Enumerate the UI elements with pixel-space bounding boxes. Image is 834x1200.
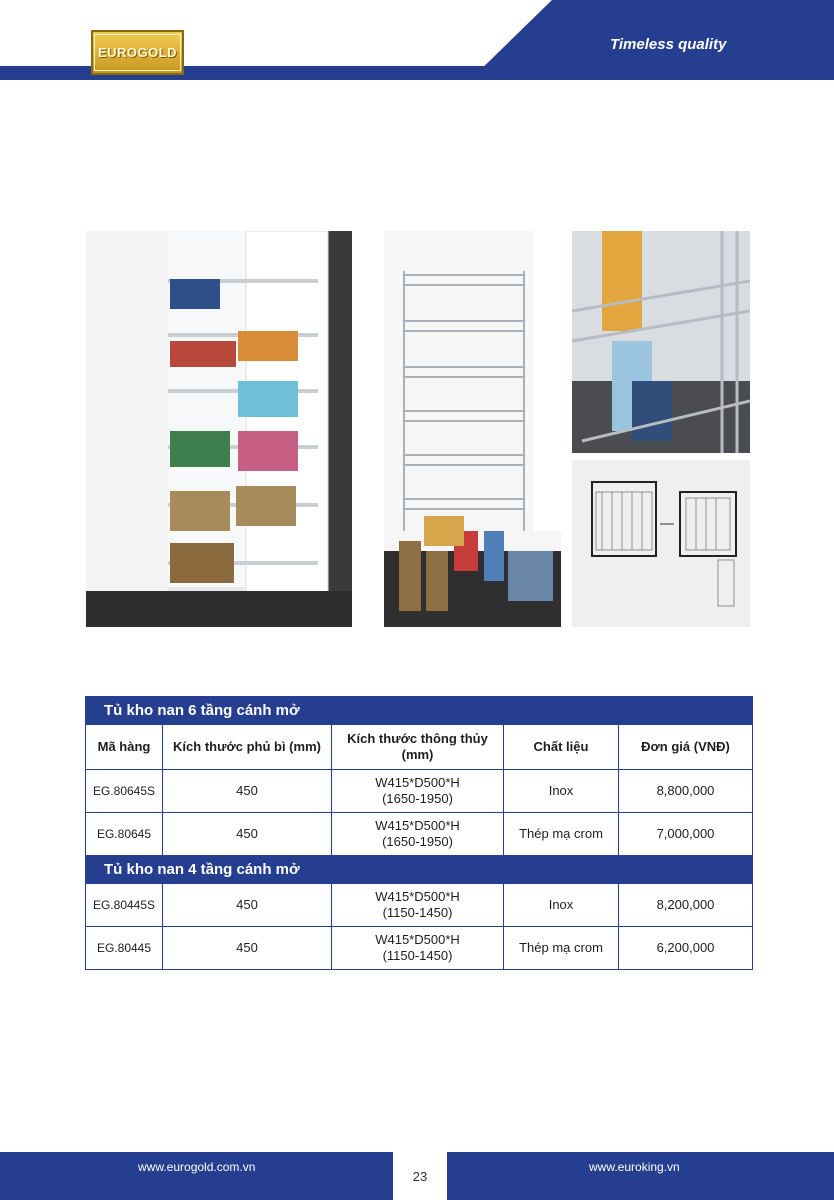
cell-outer-size: 450 — [163, 927, 332, 970]
price-table — [85, 696, 753, 970]
cell-inner-size — [332, 813, 504, 856]
section-title: Tủ kho nan 4 tầng cánh mở — [86, 856, 753, 884]
inner-size-range: (1150-1450) — [382, 905, 453, 920]
table-row — [86, 770, 753, 813]
cell-price: 7,000,000 — [619, 813, 753, 856]
cell-material: Inox — [504, 884, 619, 927]
inner-size-range: (1150-1450) — [382, 948, 453, 963]
cell-outer-size: 450 — [163, 884, 332, 927]
section-header — [86, 697, 753, 725]
cell-inner-size — [332, 770, 504, 813]
cell-code: EG.80645S — [86, 770, 163, 813]
eurogold-logo — [91, 30, 184, 75]
table-row — [86, 884, 753, 927]
cell-outer-size: 450 — [163, 813, 332, 856]
table-row — [86, 813, 753, 856]
pantry-cabinet-photo — [86, 231, 352, 627]
cell-outer-size: 450 — [163, 770, 332, 813]
col-header-outer-size: Kích thước phủ bì (mm) — [163, 725, 332, 770]
inner-size-range: (1650-1950) — [382, 834, 453, 849]
inner-size-dims: W415*D500*H — [375, 775, 460, 790]
footer-link-eurogold[interactable]: www.eurogold.com.vn — [138, 1160, 256, 1174]
cell-material: Inox — [504, 770, 619, 813]
cell-material: Thép mạ crom — [504, 927, 619, 970]
cell-price: 8,800,000 — [619, 770, 753, 813]
cell-material: Thép mạ crom — [504, 813, 619, 856]
pantry-frame-photo — [384, 231, 561, 627]
cell-inner-size — [332, 884, 504, 927]
basket-closeup-photo — [572, 231, 750, 453]
installation-diagram — [572, 460, 750, 627]
inner-size-dims: W415*D500*H — [375, 932, 460, 947]
inner-size-dims: W415*D500*H — [375, 889, 460, 904]
col-header-code: Mã hàng — [86, 725, 163, 770]
inner-size-range: (1650-1950) — [382, 791, 453, 806]
logo-text: EUROGOLD — [94, 34, 181, 71]
col-header-inner-size: Kích thước thông thủy (mm) — [332, 725, 504, 770]
table-header-row — [86, 725, 753, 770]
cell-price: 6,200,000 — [619, 927, 753, 970]
cell-code: EG.80445S — [86, 884, 163, 927]
cell-inner-size — [332, 927, 504, 970]
tagline: Timeless quality — [610, 36, 727, 53]
section-title: Tủ kho nan 6 tầng cánh mở — [86, 697, 753, 725]
inner-size-dims: W415*D500*H — [375, 818, 460, 833]
col-header-material: Chất liệu — [504, 725, 619, 770]
footer-link-euroking[interactable]: www.euroking.vn — [589, 1160, 680, 1174]
cell-code: EG.80445 — [86, 927, 163, 970]
cell-price: 8,200,000 — [619, 884, 753, 927]
page-number: 23 — [393, 1152, 447, 1200]
col-header-price: Đơn giá (VNĐ) — [619, 725, 753, 770]
table-row — [86, 927, 753, 970]
section-header — [86, 856, 753, 884]
cell-code: EG.80645 — [86, 813, 163, 856]
